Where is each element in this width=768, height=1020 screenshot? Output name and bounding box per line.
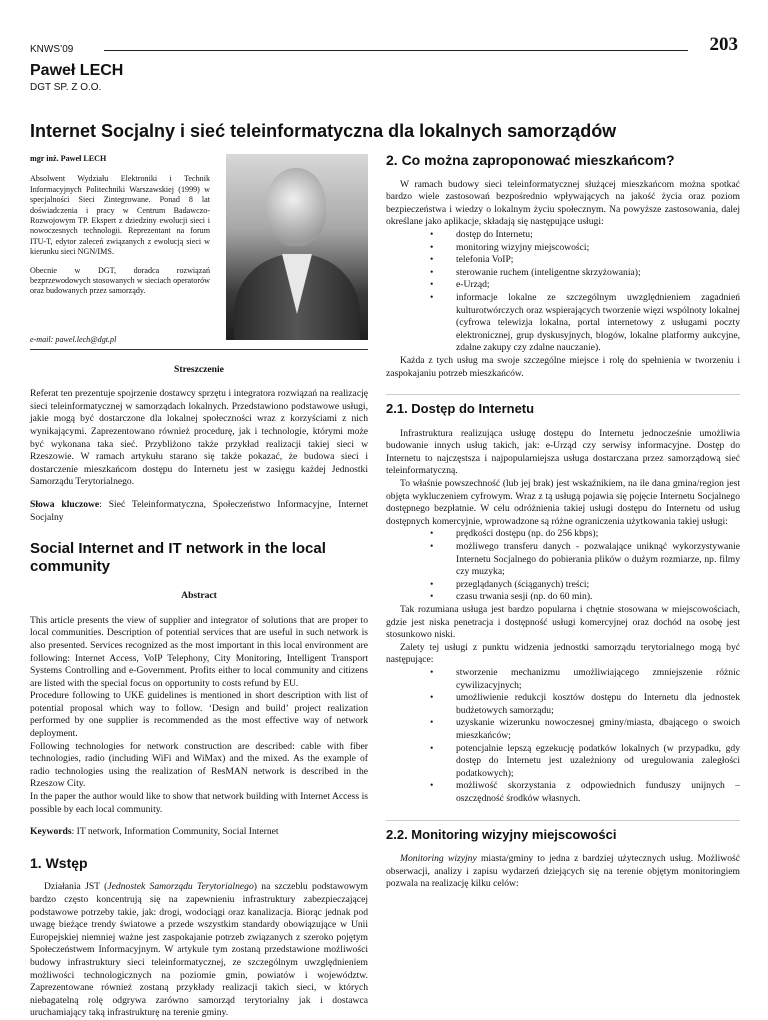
header-rule <box>104 50 688 51</box>
conference-label: KNWS’09 <box>30 44 74 55</box>
list-item: • informacje lokalne ze szczególnym uwzględnieniem zagadnień kulturotwórczych oraz wspierających tworzenie więzi wspólnoty lokalnej (cyfrowa telewizja lokalna, portal internetowy z usługami poczty elektronicznej, grup dyskusyjnych, blogów, lokalne platformy aukcyjne, zdalne zakupy czy zdalne nauczanie). <box>386 292 740 355</box>
list-item: • możliwego transferu danych - pozwalające uniknąć wykorzystywanie Internetu Socjalnego do pobierania plików o dużym rozmiarze, np. filmy czy muzyka; <box>386 541 740 579</box>
author-photo <box>226 154 368 340</box>
keywords-en: Keywords: IT network, Information Community, Social Internet <box>30 826 279 838</box>
keywords-pl: Słowa kluczowe: Sieć Teleinformatyczna, Społeczeństwo Informacyjne, Internet Socjalny <box>30 498 368 523</box>
author-bio <box>30 154 368 308</box>
bio-text-2: Obecnie w DGT, doradca rozwiązań bezprzewodowych stosowanych w sieciach operatorów oraz budowanych przez samorządy. <box>30 265 210 296</box>
abstract-para: Procedure following to UKE guidelines is mentioned in short description with list of potential proposal which way to follow. ‘Design and build’ project realization performed by one supplier is recommended as the most effective way of network deployment. <box>30 690 368 740</box>
section-2-1-p1: Infrastruktura realizująca usługę dostępu do Internetu jednocześnie umożliwia budowanie innych usług takich, jak: e-Urząd czy serwisy informacyjne. Dostęp do Internetu to najczęstsza i najpopularniejsza usługa dostarczana przez samorządową sieć teleinformatyczną. <box>386 427 740 477</box>
list-item: • przeglądanych (ściąganych) treści; <box>386 579 740 592</box>
section-2-1-p3: Tak rozumiana usługa jest bardzo popularna i chętnie stosowana w miejscowościach, gdzie jest niska penetracja i dostępność usługi komercyjnej oraz dochód na osobę jest stosunkowo niski. <box>386 604 740 641</box>
section-2-2-text: Monitoring wizyjny miasta/gminy to jedna z bardziej użytecznych usług. Możliwość obserwacji, analizy i zapisu wydarzeń dziejących się na terenie objętym monitoringiem pozwala na realizację kilku celów: <box>386 853 740 890</box>
left-column <box>30 154 368 1020</box>
author-email[interactable]: e-mail: pawel.lech@dgt.pl <box>30 334 368 350</box>
author-name: Paweł LECH <box>30 62 124 79</box>
advantages-list <box>386 667 740 806</box>
restrictions-list <box>386 528 740 604</box>
list-item: • prędkości dostępu (np. do 256 kbps); <box>386 528 740 541</box>
list-item: • stworzenie mechanizmu umożliwiającego zmniejszenie różnic cywilizacyjnych; <box>386 667 740 692</box>
streszczenie-text: Referat ten prezentuje spojrzenie dostawcy sprzętu i integratora rozwiązań na realizację sieci teleinformatycznej w samorządach lokalnych. Przedstawiono podstawowe usługi, jakie mogą być dostarczone dla lokalnej społeczności wraz z korzyściami z nich wynikającymi. Zaprezentowano również procedurę, jak i technologie, którymi może być wykonana taka sieć. Przybliżono także przykład realizacji takiej sieci w Rzeszowie. W ramach artykułu starano się także pokazać, że budowa sieci i dostarczenie mieszkańcom dostępu do Internetu jest w zasięgu każdej Jednostki Samorządu Terytorialnego. <box>30 388 368 488</box>
section-2-outro: Każda z tych usług ma swoje szczególne miejsce i rolę do spełnienia w tworzeniu i zaspokajaniu potrzeb mieszkańców. <box>386 354 740 379</box>
section-divider <box>386 820 740 821</box>
section-1-heading: 1. Wstęp <box>30 854 88 871</box>
list-item: • umożliwienie redukcji kosztów dostępu do Internetu dla jednostek budżetowych samorządu; <box>386 692 740 717</box>
section-2-1-heading: 2.1. Dostęp do Internetu <box>386 401 535 417</box>
list-item: • e-Urząd; <box>386 279 740 292</box>
abstract-heading: Abstract <box>181 590 217 602</box>
author-company: DGT SP. Z O.O. <box>30 82 102 93</box>
page-number: 203 <box>709 34 738 55</box>
list-item: • monitoring wizyjny miejscowości; <box>386 242 740 255</box>
section-2-heading: 2. Co można zaproponować mieszkańcom? <box>386 152 675 168</box>
section-2-2-heading: 2.2. Monitoring wizyjny miejscowości <box>386 826 617 842</box>
abstract-para: In the paper the author would like to show that network building with Internet Access is possible by each local community. <box>30 791 368 815</box>
english-title: Social Internet and IT network in the local community <box>30 540 326 576</box>
section-divider <box>386 394 740 395</box>
section-2-1-p4: Zalety tej usługi z punktu widzenia jednostki samorządu terytorialnego mogą być następujące: <box>386 641 740 666</box>
services-list <box>386 229 740 355</box>
abstract-para: Following technologies for network construction are described: cable with fiber technologies, radio (including WiFi and WiMax) and the mixed. As the example of radio technologies using the realization of ResMAN network is described in the Rzeszow City. <box>30 740 368 790</box>
bio-name: mgr inż. Paweł LECH <box>30 154 107 163</box>
right-column <box>386 154 740 891</box>
bio-text: Absolwent Wydziału Elektroniki i Technik Informacyjnych Politechniki Warszawskiej (1999) w specjalności Sieci Zintegrowane. Ponad 8 lat doświadczenia i pracy w Centrum Badawczo-Rozwojowym TP. Ekspert z dziedziny ewolucji sieci i nowoczesnych technologii. Reprezentant na forum ITU-T, edytor zaleceń związanych z ewolucją sieci w kierunku sieci NGN/IMS. <box>30 174 210 257</box>
section-1-text: Działania JST (Jednostek Samorządu Terytorialnego) na szczeblu podstawowym bardzo często koncentrują się na zapewnieniu infrastruktury zabezpieczającej podstawowe potrzeby takie, jak: drogi, wodociągi oraz kanalizacja. Biorąc jednak pod uwagę bieżące trendy światowe a przede wszystkim standardy obowiązujące w Unii Europejskiej niemniej ważne jest zaspokajanie potrzeb związanych z szeroko pojętym Społeczeństwem Informacyjnym. W artykule tym zostaną przedstawione możliwości budowy infrastruktury sieci teleinformatycznej, ze szczególnym uwzględnieniem możliwości technologicznych na poziomie gmin, powiatów i województw. Zaprezentowane również zostaną przykłady realizacji takich sieci, w których niebagatelną rolę odgrywa zarówno samorząd terytorialny jak i dostawca uruchamiający taką infrastrukturę na terenie gminy. <box>30 881 368 1019</box>
section-2-1-p2: To właśnie powszechność (lub jej brak) jest wskaźnikiem, na ile dana gmina/region jest objęta wykluczeniem cyfrowym. Wraz z tą usługą pojawia się pojęcie Internetu Socjalnego dostępnego bezpłatnie. W celu odróżnienia takiej usługi dostępu do Internetu od usług dostępnych komercyjnie, wprowadzone są różne ograniczenia użytkowania takiej usługi: <box>386 478 740 527</box>
section-2-intro: W ramach budowy sieci teleinformatycznej służącej mieszkańcom można spotkać bardzo wiele zastosowań bezpośrednio wpływających na jakość życia oraz poziom bezpieczeństwa i wiedzy o lokalnym życiu społecznym. Na powyższe zastosowania, dalej określane jako aplikacje, składają się następujące usługi: <box>386 178 740 228</box>
list-item: • potencjalnie lepszą egzekucję podatków lokalnych (w przypadku, gdy dostęp do Internetu jest uzależniony od uregulowania zaległości podatkowych); <box>386 743 740 781</box>
streszczenie-heading: Streszczenie <box>174 363 224 375</box>
abstract-para: This article presents the view of supplier and integrator of solutions that are proper to local communities. Description of potential services that are useful in such network is also presented. Services recognized as the most important in this local environment are following: Internet Access, VoIP Telephony, City Monitoring, Intelligent Transport Systems Controlling and e-Government. Profits either to local community and citizens are listed with the special focus on opportunity to costs refund by EU. <box>30 614 368 689</box>
list-item: • dostęp do Internetu; <box>386 229 740 242</box>
list-item: • uzyskanie wizerunku nowoczesnej gminy/miasta, dbającego o swoich mieszkańców; <box>386 717 740 742</box>
list-item: • sterowanie ruchem (inteligentne skrzyżowania); <box>386 267 740 280</box>
list-item: • możliwość skorzystania z odpowiednich funduszy unijnych – oszczędność środków własnych. <box>386 780 740 805</box>
paper-title: Internet Socjalny i sieć teleinformatyczna dla lokalnych samorządów <box>30 121 617 141</box>
list-item: • czasu trwania sesji (np. do 60 min). <box>386 591 740 604</box>
list-item: • telefonia VoIP; <box>386 254 740 267</box>
